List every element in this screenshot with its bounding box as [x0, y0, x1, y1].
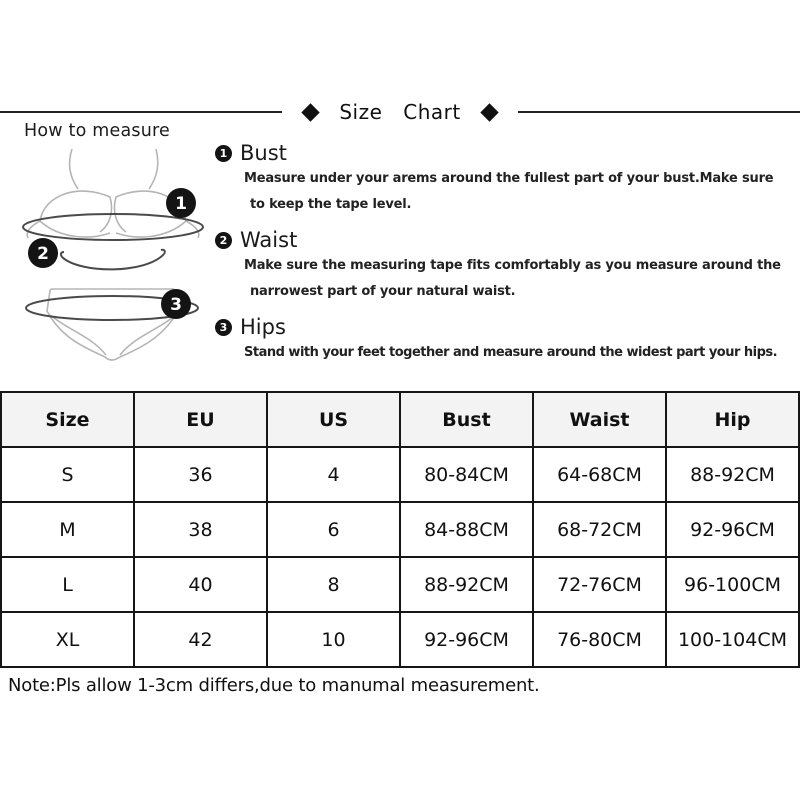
table-cell: 64-68CM — [533, 447, 666, 502]
bust-description-line-2: to keep the tape level. — [250, 197, 412, 212]
table-cell: 4 — [267, 447, 400, 502]
table-cell: 36 — [134, 447, 267, 502]
table-row-m — [1, 502, 799, 557]
bust-marker-number: 1 — [175, 194, 187, 214]
hips-marker-number: 3 — [170, 295, 182, 315]
table-cell: 100-104CM — [666, 612, 799, 667]
size-table-section — [0, 391, 800, 668]
bust-item-title: Bust — [240, 141, 287, 165]
hips-number-badge: 3 — [215, 319, 232, 336]
table-cell: 8 — [267, 557, 400, 612]
size-table-header-row — [1, 392, 799, 447]
measure-item-bust — [215, 140, 800, 218]
waist-line-drawing — [61, 250, 165, 270]
waist-item-header — [215, 227, 800, 253]
bust-tape-line — [23, 214, 203, 240]
header-us: US — [267, 392, 400, 447]
table-cell: 40 — [134, 557, 267, 612]
waist-item-title: Waist — [240, 228, 298, 252]
table-row-xl — [1, 612, 799, 667]
bust-marker-badge — [166, 188, 196, 218]
hips-description-line-1: Stand with your feet together and measure around the widest part your hips. — [244, 345, 778, 360]
how-to-measure-heading: How to measure — [24, 121, 170, 141]
table-cell: 68-72CM — [533, 502, 666, 557]
table-cell: L — [1, 557, 134, 612]
header-bust: Bust — [400, 392, 533, 447]
title-rule-left — [0, 111, 282, 113]
waist-marker-badge — [28, 238, 58, 268]
table-cell: 72-76CM — [533, 557, 666, 612]
table-cell: 10 — [267, 612, 400, 667]
table-cell: 84-88CM — [400, 502, 533, 557]
measure-item-waist — [215, 227, 800, 305]
table-cell: M — [1, 502, 134, 557]
header-eu: EU — [134, 392, 267, 447]
table-cell: 38 — [134, 502, 267, 557]
bust-number-badge: 1 — [215, 145, 232, 162]
hips-item-header — [215, 314, 800, 340]
table-cell: 6 — [267, 502, 400, 557]
table-cell: 42 — [134, 612, 267, 667]
hips-item-title: Hips — [240, 315, 286, 339]
diamond-icon-left — [302, 103, 320, 121]
header-hip: Hip — [666, 392, 799, 447]
bust-description-line-1: Measure under your arems around the fullest part of your bust.Make sure — [244, 171, 774, 186]
bust-item-header — [215, 140, 800, 166]
table-cell: 92-96CM — [400, 612, 533, 667]
table-cell: XL — [1, 612, 134, 667]
hips-marker-badge — [161, 289, 191, 319]
waist-number-badge: 2 — [215, 232, 232, 249]
table-cell: 80-84CM — [400, 447, 533, 502]
table-cell: 76-80CM — [533, 612, 666, 667]
table-cell: S — [1, 447, 134, 502]
waist-description-line-2: narrowest part of your natural waist. — [250, 284, 516, 299]
waist-marker-number: 2 — [37, 244, 49, 264]
table-cell: 88-92CM — [666, 447, 799, 502]
title-rule-right — [518, 111, 800, 113]
diamond-icon-right — [480, 103, 498, 121]
size-table — [0, 391, 800, 668]
table-cell: 96-100CM — [666, 557, 799, 612]
measurement-figure — [10, 143, 215, 365]
table-row-s — [1, 447, 799, 502]
header-waist: Waist — [533, 392, 666, 447]
table-cell: 92-96CM — [666, 502, 799, 557]
measure-item-hips — [215, 314, 800, 366]
header-size: Size — [1, 392, 134, 447]
table-row-l — [1, 557, 799, 612]
waist-description-line-1: Make sure the measuring tape fits comfortably as you measure around the — [244, 258, 781, 273]
measure-list — [215, 140, 800, 375]
table-cell: 88-92CM — [400, 557, 533, 612]
page-title: Size Chart — [339, 100, 461, 124]
measurement-note: Note:Pls allow 1-3cm differs,due to manumal measurement. — [8, 675, 540, 696]
